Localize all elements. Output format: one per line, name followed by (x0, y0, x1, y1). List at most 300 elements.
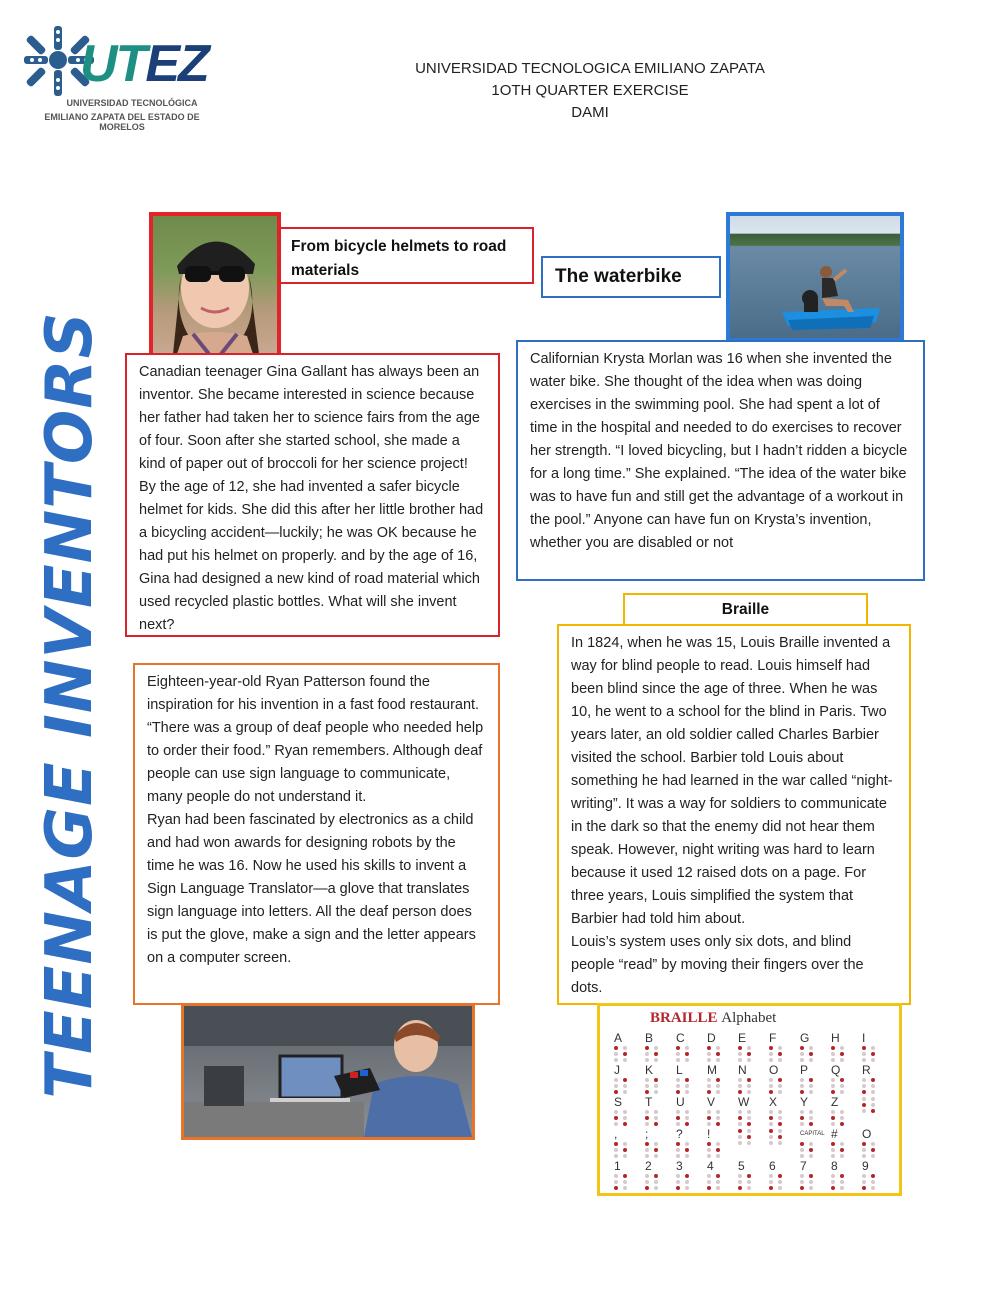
braille-cell (769, 1128, 795, 1158)
braille-cell (738, 1160, 764, 1190)
braille-dot (676, 1116, 680, 1120)
braille-dots-icon (707, 1110, 733, 1126)
braille-paragraph-2: Louis’s system uses only six dots, and blind people “read” by moving their fingers over the dots. (571, 934, 864, 996)
braille-dot (645, 1090, 649, 1094)
braille-dot (778, 1116, 782, 1120)
braille-dot (809, 1122, 813, 1126)
braille-dot (676, 1180, 680, 1184)
braille-dots-icon (614, 1078, 640, 1094)
braille-dot (871, 1148, 875, 1152)
braille-dot (685, 1090, 689, 1094)
braille-dot (623, 1058, 627, 1062)
braille-dot (614, 1090, 618, 1094)
braille-dot (831, 1058, 835, 1062)
braille-dot (654, 1058, 658, 1062)
braille-dots-icon (831, 1174, 857, 1190)
braille-dot (654, 1052, 658, 1056)
braille-cell-label: 6 (769, 1159, 776, 1173)
braille-dot (747, 1058, 751, 1062)
braille-cell (831, 1128, 857, 1158)
braille-cell-label: 8 (831, 1159, 838, 1173)
braille-dot (645, 1148, 649, 1152)
braille-cell-label: , (614, 1127, 618, 1141)
braille-dot (685, 1180, 689, 1184)
braille-cell (707, 1032, 733, 1062)
braille-dot (800, 1142, 804, 1146)
braille-dot (840, 1122, 844, 1126)
braille-cell (862, 1032, 888, 1062)
braille-dot (840, 1154, 844, 1158)
braille-dot (623, 1116, 627, 1120)
braille-dot (840, 1174, 844, 1178)
braille-dot (769, 1174, 773, 1178)
braille-dot (738, 1084, 742, 1088)
braille-dot (747, 1141, 751, 1145)
braille-cell-label: K (645, 1063, 654, 1077)
braille-cell-label: D (707, 1031, 716, 1045)
braille-dots-icon (676, 1110, 702, 1126)
braille-dot (738, 1058, 742, 1062)
braille-dot (623, 1090, 627, 1094)
braille-dot (738, 1110, 742, 1114)
braille-dot (871, 1103, 875, 1107)
braille-cell (738, 1064, 764, 1094)
braille-dot (707, 1084, 711, 1088)
braille-dot (685, 1110, 689, 1114)
braille-dot (840, 1046, 844, 1050)
header-university-name: UNIVERSIDAD TECNOLOGICA EMILIANO ZAPATA (415, 60, 765, 77)
braille-dot (809, 1058, 813, 1062)
braille-cell (707, 1064, 733, 1094)
braille-dots-icon (676, 1046, 702, 1062)
braille-dot (809, 1180, 813, 1184)
braille-dots-icon (862, 1046, 888, 1062)
braille-dot (645, 1122, 649, 1126)
braille-cell (676, 1064, 702, 1094)
ryan-photo-illustration (184, 1006, 472, 1137)
braille-heading: Braille (721, 601, 770, 618)
braille-cell-label: C (676, 1031, 685, 1045)
braille-dots-icon (676, 1142, 702, 1158)
braille-dot (645, 1084, 649, 1088)
braille-cell (707, 1160, 733, 1190)
braille-cell-label: I (862, 1031, 866, 1045)
braille-dot (623, 1174, 627, 1178)
braille-dot (769, 1180, 773, 1184)
braille-cell-label: Z (831, 1095, 839, 1109)
braille-dots-icon (800, 1174, 826, 1190)
braille-dots-icon (614, 1046, 640, 1062)
braille-cell-label: M (707, 1063, 717, 1077)
waterbike-photo-illustration (730, 216, 900, 338)
braille-dot (614, 1186, 618, 1190)
braille-dots-icon (800, 1142, 826, 1158)
braille-dot (645, 1058, 649, 1062)
braille-dot (707, 1154, 711, 1158)
braille-cell (831, 1096, 857, 1126)
braille-dot (707, 1148, 711, 1152)
university-logo (20, 22, 220, 132)
braille-dots-icon (831, 1078, 857, 1094)
braille-cell (800, 1160, 826, 1190)
braille-dot (654, 1174, 658, 1178)
braille-cell (614, 1128, 640, 1158)
braille-dot (809, 1174, 813, 1178)
braille-dot (645, 1142, 649, 1146)
braille-dot (769, 1186, 773, 1190)
braille-dot (716, 1186, 720, 1190)
braille-dots-icon (769, 1129, 795, 1145)
braille-dot (871, 1154, 875, 1158)
braille-cell (862, 1096, 888, 1126)
braille-dot (862, 1090, 866, 1094)
braille-dot (738, 1122, 742, 1126)
braille-dot (778, 1180, 782, 1184)
braille-cell-label: L (676, 1063, 683, 1077)
waterbike-heading: The waterbike (555, 266, 682, 287)
braille-dot (716, 1180, 720, 1184)
braille-dots-icon (831, 1110, 857, 1126)
braille-dot (654, 1148, 658, 1152)
braille-dot (707, 1174, 711, 1178)
braille-dot (614, 1084, 618, 1088)
braille-dot (707, 1052, 711, 1056)
braille-heading-box (623, 593, 868, 627)
braille-dot (614, 1154, 618, 1158)
braille-dots-icon (645, 1174, 671, 1190)
braille-cell (645, 1032, 671, 1062)
braille-dots-icon (676, 1078, 702, 1094)
braille-dot (707, 1110, 711, 1114)
braille-dot (871, 1078, 875, 1082)
braille-dot (831, 1110, 835, 1114)
gina-paragraph: Canadian teenager Gina Gallant has always been an inventor. She became interested in science because her father had taken her to science fairs from the age of four. Soon after she started school, she made a kind of paper out of broccoli for her science project! By the age of 12, she had invented a safer bicycle helmet for kids. She did this after her little brother had a bicycling accident—luckily; he was OK because he had put his helmet on properly. and by the age of 16, Gina had designed a new kind of road material which used recycled plastic bottles. What will she invent next? (139, 364, 484, 633)
braille-dot (769, 1116, 773, 1120)
braille-dot (645, 1052, 649, 1056)
braille-dot (769, 1078, 773, 1082)
braille-dot (769, 1110, 773, 1114)
braille-dot (747, 1129, 751, 1133)
braille-dot (769, 1122, 773, 1126)
braille-dot (623, 1084, 627, 1088)
braille-dot (840, 1142, 844, 1146)
braille-dot (654, 1180, 658, 1184)
braille-cell-label: U (676, 1095, 685, 1109)
braille-alphabet-chart (597, 1003, 902, 1196)
braille-dot (707, 1058, 711, 1062)
braille-dot (645, 1186, 649, 1190)
braille-dot (676, 1148, 680, 1152)
braille-cell-label: E (738, 1031, 747, 1045)
braille-dot (716, 1046, 720, 1050)
braille-dot (871, 1180, 875, 1184)
braille-dot (747, 1084, 751, 1088)
braille-dot (871, 1046, 875, 1050)
braille-dot (862, 1046, 866, 1050)
ryan-paragraph-2: Ryan had been fascinated by electronics as a child and had won awards for designing robots by the time he was 16. Now he used his skills to invent a Sign Language Translator—a glove that translates sign language into letters. All the deaf person does is put the glove, make a sign and the letter appears on a computer screen. (147, 812, 476, 966)
braille-dot (614, 1142, 618, 1146)
braille-cell (831, 1032, 857, 1062)
braille-dot (716, 1142, 720, 1146)
braille-dot (623, 1180, 627, 1184)
braille-cell (614, 1032, 640, 1062)
braille-dot (778, 1174, 782, 1178)
braille-dot (800, 1084, 804, 1088)
braille-dot (840, 1058, 844, 1062)
braille-dot (676, 1110, 680, 1114)
braille-dot (685, 1058, 689, 1062)
braille-dot (769, 1135, 773, 1139)
braille-dots-icon (614, 1110, 640, 1126)
braille-dot (747, 1090, 751, 1094)
braille-dot (800, 1110, 804, 1114)
braille-dot (614, 1078, 618, 1082)
braille-dot (623, 1052, 627, 1056)
braille-dot (840, 1052, 844, 1056)
braille-dot (800, 1174, 804, 1178)
braille-dot (654, 1142, 658, 1146)
braille-dot (769, 1046, 773, 1050)
logo-subtitle-line2: EMILIANO ZAPATA DEL ESTADO DE MORELOS (44, 112, 200, 132)
braille-dot (685, 1142, 689, 1146)
braille-dot (778, 1110, 782, 1114)
braille-dot (769, 1129, 773, 1133)
braille-dot (747, 1116, 751, 1120)
braille-dot (676, 1052, 680, 1056)
braille-dot (685, 1046, 689, 1050)
braille-dots-icon (769, 1110, 795, 1126)
braille-dot (645, 1110, 649, 1114)
braille-cell-label: P (800, 1063, 809, 1077)
braille-cell-label: ; (645, 1127, 649, 1141)
braille-cell (800, 1128, 826, 1158)
braille-cell (676, 1032, 702, 1062)
braille-dot (685, 1148, 689, 1152)
braille-dot (831, 1116, 835, 1120)
braille-dot (614, 1122, 618, 1126)
braille-dot (840, 1110, 844, 1114)
braille-dot (716, 1154, 720, 1158)
header-dami: DAMI (571, 104, 609, 121)
braille-dot (654, 1116, 658, 1120)
braille-dot (707, 1186, 711, 1190)
braille-chart-title-1: BRAILLE (650, 1010, 718, 1026)
braille-cell (862, 1064, 888, 1094)
braille-dots-icon (831, 1046, 857, 1062)
braille-dot (654, 1122, 658, 1126)
braille-dot (738, 1046, 742, 1050)
braille-dot (871, 1097, 875, 1101)
braille-dot (614, 1148, 618, 1152)
braille-cell (831, 1064, 857, 1094)
braille-dots-icon (676, 1174, 702, 1190)
braille-dot (769, 1141, 773, 1145)
braille-cell-label: 4 (707, 1159, 714, 1173)
braille-dot (871, 1109, 875, 1113)
braille-cell (769, 1064, 795, 1094)
braille-dot (716, 1148, 720, 1152)
braille-dot (871, 1174, 875, 1178)
braille-dot (747, 1135, 751, 1139)
braille-dot (862, 1142, 866, 1146)
braille-dot (738, 1186, 742, 1190)
braille-dot (645, 1154, 649, 1158)
braille-dot (769, 1058, 773, 1062)
braille-dot (862, 1186, 866, 1190)
braille-dot (778, 1090, 782, 1094)
braille-dot (654, 1090, 658, 1094)
braille-dot (738, 1052, 742, 1056)
braille-cell (676, 1128, 702, 1158)
braille-dot (676, 1174, 680, 1178)
braille-dot (809, 1154, 813, 1158)
braille-dot (862, 1174, 866, 1178)
braille-dot (645, 1180, 649, 1184)
braille-dot (654, 1186, 658, 1190)
braille-dot (747, 1174, 751, 1178)
braille-dot (716, 1058, 720, 1062)
braille-cell (676, 1096, 702, 1126)
braille-dot (778, 1058, 782, 1062)
braille-dots-icon (800, 1110, 826, 1126)
braille-dot (738, 1078, 742, 1082)
braille-dot (809, 1186, 813, 1190)
braille-dot (871, 1090, 875, 1094)
braille-dot (716, 1084, 720, 1088)
braille-dot (614, 1174, 618, 1178)
ryan-paragraph-1: Eighteen-year-old Ryan Patterson found the inspiration for his invention in a fast food restaurant. “There was a group of deaf people who needed help to order their food.” Ryan remembers. Although deaf people can use sign language to communicate, many people do not understand it. (147, 674, 484, 805)
braille-cell (707, 1096, 733, 1126)
braille-dot (831, 1052, 835, 1056)
braille-dot (809, 1148, 813, 1152)
braille-cell (800, 1096, 826, 1126)
waterbike-text-box (516, 340, 925, 581)
braille-dots-icon (707, 1142, 733, 1158)
braille-dot (800, 1116, 804, 1120)
gina-heading: From bicycle helmets to road materials (291, 238, 507, 279)
braille-cell-label: R (862, 1063, 871, 1077)
braille-dot (831, 1142, 835, 1146)
braille-cell-label: ! (707, 1127, 711, 1141)
braille-dot (685, 1116, 689, 1120)
braille-dot (800, 1052, 804, 1056)
braille-dot (809, 1090, 813, 1094)
waterbike-photo (726, 212, 904, 342)
braille-cell (645, 1096, 671, 1126)
braille-dot (778, 1052, 782, 1056)
braille-dot (809, 1116, 813, 1120)
braille-dot (747, 1046, 751, 1050)
braille-dot (654, 1046, 658, 1050)
braille-dot (862, 1103, 866, 1107)
braille-dots-icon (738, 1078, 764, 1094)
braille-dot (707, 1078, 711, 1082)
braille-dot (716, 1052, 720, 1056)
braille-dot (831, 1154, 835, 1158)
braille-chart-title (650, 1010, 776, 1027)
braille-dot (778, 1186, 782, 1190)
braille-cell (769, 1160, 795, 1190)
braille-dot (862, 1148, 866, 1152)
braille-dot (840, 1090, 844, 1094)
braille-cell (831, 1160, 857, 1190)
braille-dot (685, 1078, 689, 1082)
braille-dot (685, 1186, 689, 1190)
braille-dots-icon (769, 1046, 795, 1062)
braille-dot (747, 1052, 751, 1056)
braille-dots-icon (800, 1078, 826, 1094)
braille-dot (747, 1180, 751, 1184)
braille-cell (862, 1128, 888, 1158)
braille-dot (738, 1174, 742, 1178)
braille-cell-label: Y (800, 1095, 809, 1109)
braille-cell-label: V (707, 1095, 716, 1109)
logo-subtitle-line1: UNIVERSIDAD TECNOLÓGICA (66, 98, 198, 108)
braille-cell (707, 1128, 733, 1158)
braille-dots-icon (862, 1097, 888, 1113)
braille-dot (716, 1078, 720, 1082)
braille-dots-icon (862, 1142, 888, 1158)
braille-dots-icon (645, 1110, 671, 1126)
braille-cell (769, 1096, 795, 1126)
braille-dots-icon (645, 1078, 671, 1094)
braille-dot (831, 1148, 835, 1152)
braille-cell-label: 1 (614, 1159, 621, 1173)
braille-dot (862, 1180, 866, 1184)
braille-cell (738, 1096, 764, 1126)
braille-dot (685, 1174, 689, 1178)
braille-dot (800, 1148, 804, 1152)
braille-cell-label: 3 (676, 1159, 683, 1173)
braille-dots-icon (707, 1174, 733, 1190)
ryan-text-box (133, 663, 500, 1005)
braille-cell (738, 1128, 764, 1158)
braille-dots-icon (738, 1174, 764, 1190)
braille-dot (862, 1058, 866, 1062)
braille-dot (676, 1122, 680, 1126)
braille-dots-icon (738, 1129, 764, 1145)
braille-dot (800, 1180, 804, 1184)
braille-dot (831, 1122, 835, 1126)
page-title: TEENAGE INVENTORS (33, 311, 107, 1099)
vertical-title-container (30, 311, 110, 1099)
braille-dot (778, 1141, 782, 1145)
braille-dot (645, 1046, 649, 1050)
braille-dot (800, 1122, 804, 1126)
braille-cell-label: T (645, 1095, 653, 1109)
braille-cell (738, 1032, 764, 1062)
braille-dot (840, 1180, 844, 1184)
ryan-photo (181, 1003, 475, 1140)
braille-cell-label: G (800, 1031, 810, 1045)
braille-cell-label: CAPITAL (800, 1131, 825, 1137)
braille-dot (676, 1090, 680, 1094)
braille-dot (778, 1129, 782, 1133)
braille-dot (614, 1116, 618, 1120)
braille-dot (623, 1148, 627, 1152)
braille-cell-label: # (831, 1127, 838, 1141)
braille-dots-icon (738, 1046, 764, 1062)
braille-cell (769, 1032, 795, 1062)
braille-cell-label: F (769, 1031, 777, 1045)
braille-dot (831, 1186, 835, 1190)
braille-dot (738, 1135, 742, 1139)
braille-dot (676, 1186, 680, 1190)
braille-dot (676, 1078, 680, 1082)
braille-paragraph-1: In 1824, when he was 15, Louis Braille invented a way for blind people to read. Louis himself had been blind since the age of three. When he was 10, he went to a school for the blind in Paris. Two years later, an old soldier called Charles Barbier visited the school. Barbier told Louis about something he had learned in the war called “night-writing”. It was a way for soldiers to communicate in the dark so that the enemy did not hear them speak. However, night writing was hard to learn because it used 12 raised dots on a page. For three years, Louis simplified the system that Barbier had told him about. (571, 635, 893, 927)
braille-dot (809, 1142, 813, 1146)
braille-dot (769, 1084, 773, 1088)
